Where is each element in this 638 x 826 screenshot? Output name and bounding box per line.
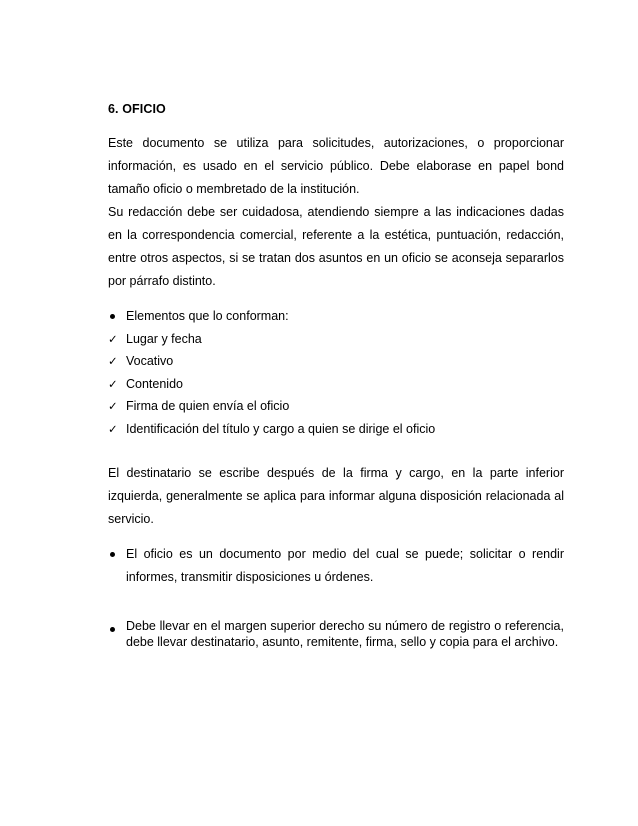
list-item <box>108 373 564 396</box>
paragraph-definition: Este documento se utiliza para solicitudes, autorizaciones, o proporcionar información, es usado en el servicio público. Debe elaborase en papel bond tamaño oficio o membretado de la institución. <box>108 136 564 196</box>
list-item <box>108 328 564 351</box>
list-item-label: Identificación del título y cargo a quien se dirige el oficio <box>126 421 436 436</box>
paragraph-recipient: El destinatario se escribe después de la firma y cargo, en la parte inferior izquierda, generalmente se aplica para informar alguna disposición relacionada al servicio. <box>108 466 564 526</box>
list-item <box>108 418 564 441</box>
bullet-item-text: Debe llevar en el margen superior derecho su número de registro o referencia, debe llevar destinatario, asunto, remitente, firma, sello y copia para el archivo. <box>126 619 564 649</box>
list-item-label: Elementos que lo conforman: <box>126 309 289 323</box>
elements-list <box>108 305 564 440</box>
paragraph-redaction: Su redacción debe ser cuidadosa, atendiendo siempre a las indicaciones dadas en la correspondencia comercial, referente a la estética, puntuación, redacción, entre otros aspectos, si se tratan dos asuntos en un oficio se aconseja separarlos por párrafo distinto. <box>108 205 564 288</box>
bullet-dot-icon <box>110 314 115 319</box>
list-item-intro <box>108 305 564 328</box>
list-item-label: Firma de quien envía el oficio <box>126 399 290 413</box>
checkmark-icon: ✓ <box>108 376 118 391</box>
section-heading: 6. OFICIO <box>108 102 166 116</box>
list-item <box>108 350 564 373</box>
checkmark-icon: ✓ <box>108 354 118 368</box>
list-item-label: Vocativo <box>126 354 174 368</box>
bullet-dot-icon <box>110 627 115 632</box>
list-item-label: Contenido <box>126 376 183 391</box>
checkmark-icon: ✓ <box>108 331 118 346</box>
checkmark-icon: ✓ <box>108 399 118 413</box>
bullet-dot-icon <box>110 552 115 557</box>
bullet-item-text: El oficio es un documento por medio del cual se puede; solicitar o rendir informes, transmitir disposiciones u órdenes. <box>126 547 564 584</box>
list-item <box>108 395 564 418</box>
list-item-label: Lugar y fecha <box>126 331 202 346</box>
bullet-item <box>108 543 564 589</box>
checkmark-icon: ✓ <box>108 421 118 436</box>
bullet-item <box>108 618 564 650</box>
